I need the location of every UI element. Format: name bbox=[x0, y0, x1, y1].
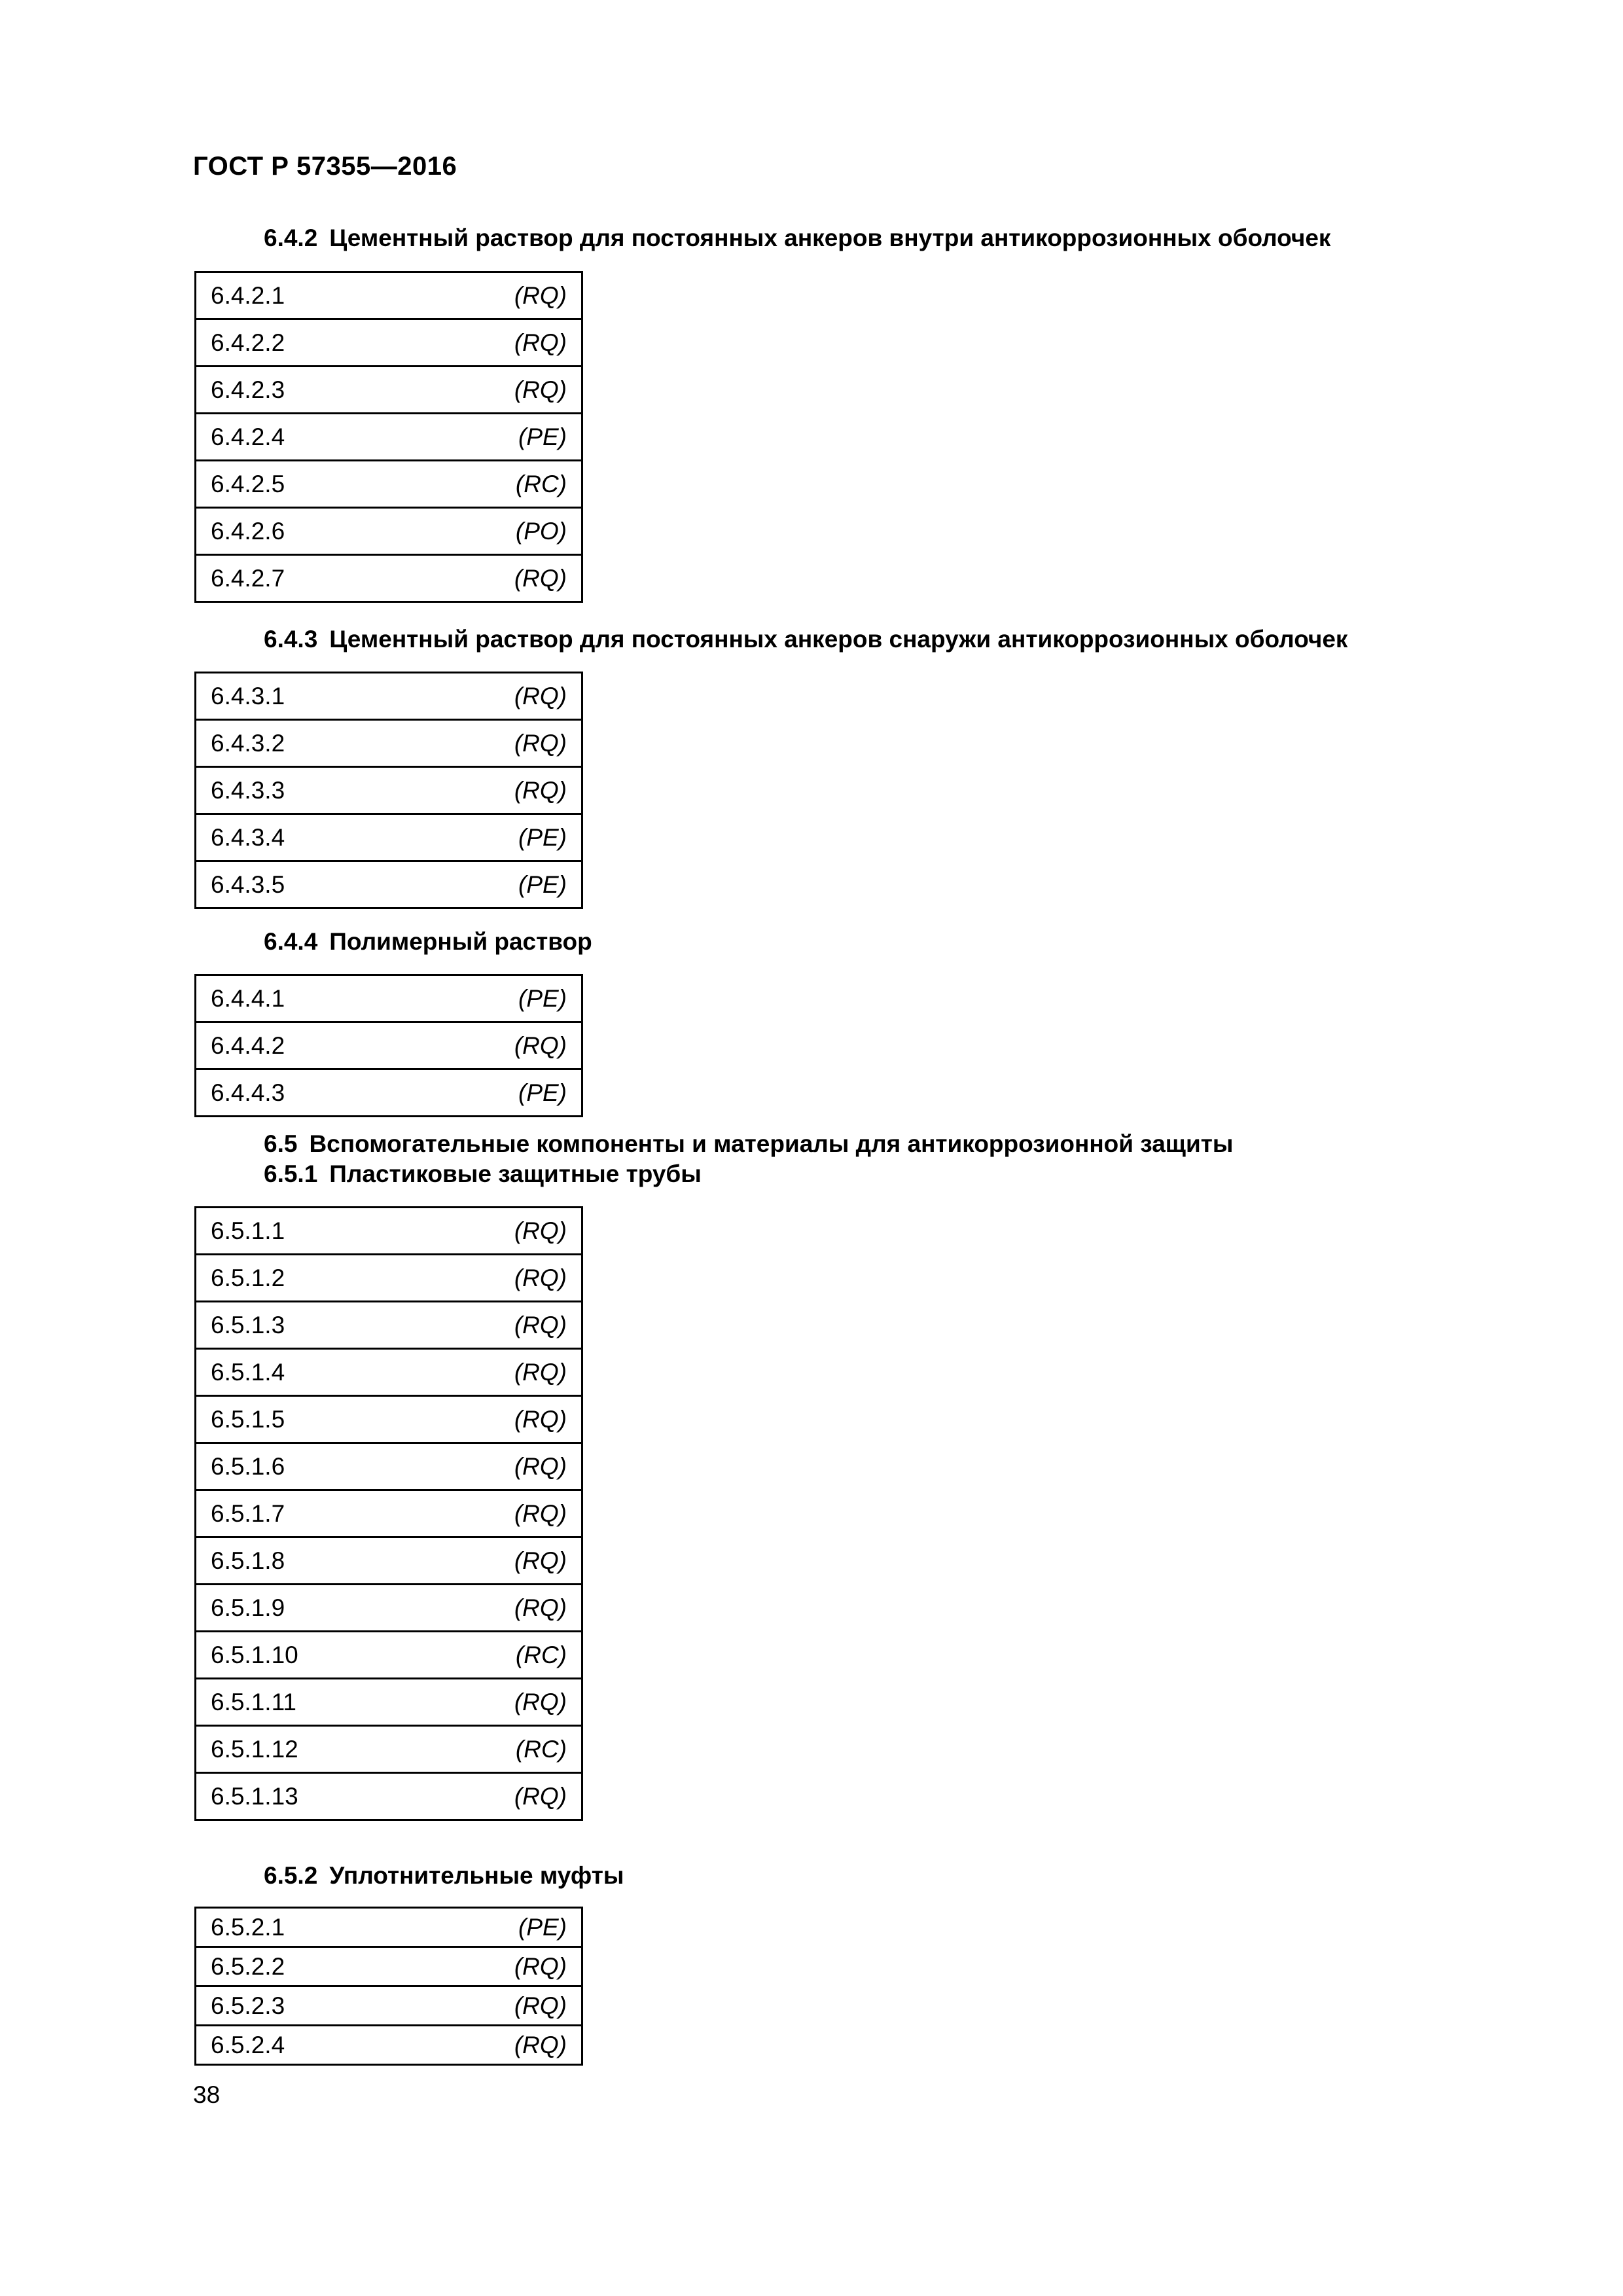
clause-number: 6.4.2.2 bbox=[196, 319, 389, 367]
table-row bbox=[196, 1947, 582, 1986]
clause-number: 6.5.2.1 bbox=[196, 1908, 389, 1947]
clause-number: 6.5.1.13 bbox=[196, 1773, 389, 1820]
table-row bbox=[196, 1255, 582, 1302]
clause-number: 6.4.2.4 bbox=[196, 414, 389, 461]
clause-status: (RQ) bbox=[389, 1022, 582, 1069]
section-number: 6.4.4 bbox=[264, 928, 318, 955]
clause-status: (PE) bbox=[389, 1069, 582, 1117]
table-row bbox=[196, 814, 582, 861]
section-title: Цементный раствор для постоянных анкеров внутри антикоррозионных оболочек bbox=[329, 224, 1331, 251]
table-row bbox=[196, 1986, 582, 2026]
table-row bbox=[196, 1443, 582, 1490]
clause-table bbox=[194, 271, 583, 603]
clause-status: (RQ) bbox=[389, 1443, 582, 1490]
clause-number: 6.4.2.5 bbox=[196, 461, 389, 508]
clause-status: (RQ) bbox=[389, 1302, 582, 1349]
section-heading bbox=[264, 928, 592, 956]
section-heading bbox=[264, 1160, 702, 1188]
table-row bbox=[196, 1632, 582, 1679]
table-row bbox=[196, 861, 582, 908]
clause-status: (RQ) bbox=[389, 767, 582, 814]
table-row bbox=[196, 319, 582, 367]
table-row bbox=[196, 1773, 582, 1820]
clause-status: (RQ) bbox=[389, 272, 582, 319]
clause-status: (PE) bbox=[389, 975, 582, 1022]
clause-number: 6.4.3.5 bbox=[196, 861, 389, 908]
table-row bbox=[196, 2026, 582, 2065]
table-row bbox=[196, 461, 582, 508]
section-title: Пластиковые защитные трубы bbox=[329, 1160, 702, 1187]
clause-number: 6.5.1.7 bbox=[196, 1490, 389, 1537]
clause-number: 6.5.1.1 bbox=[196, 1208, 389, 1255]
clause-number: 6.4.2.3 bbox=[196, 367, 389, 414]
section-heading bbox=[264, 1130, 1233, 1158]
clause-number: 6.4.4.2 bbox=[196, 1022, 389, 1069]
clause-number: 6.5.2.3 bbox=[196, 1986, 389, 2026]
clause-number: 6.5.1.10 bbox=[196, 1632, 389, 1679]
clause-number: 6.4.2.1 bbox=[196, 272, 389, 319]
section-number: 6.4.2 bbox=[264, 224, 318, 251]
clause-number: 6.4.3.2 bbox=[196, 720, 389, 767]
page-number: 38 bbox=[193, 2081, 221, 2108]
table-row bbox=[196, 1302, 582, 1349]
table-row bbox=[196, 508, 582, 555]
clause-status: (PE) bbox=[389, 861, 582, 908]
clause-number: 6.4.2.6 bbox=[196, 508, 389, 555]
clause-number: 6.4.2.7 bbox=[196, 555, 389, 602]
clause-status: (RQ) bbox=[389, 1208, 582, 1255]
clause-status: (RC) bbox=[389, 1632, 582, 1679]
table-row bbox=[196, 720, 582, 767]
clause-status: (PE) bbox=[389, 1908, 582, 1947]
table-row bbox=[196, 1396, 582, 1443]
clause-table bbox=[194, 672, 583, 909]
table-row bbox=[196, 1208, 582, 1255]
clause-status: (RC) bbox=[389, 461, 582, 508]
section-title: Цементный раствор для постоянных анкеров снаружи антикоррозионных оболочек bbox=[329, 626, 1348, 653]
clause-table bbox=[194, 1907, 583, 2066]
clause-status: (PE) bbox=[389, 414, 582, 461]
clause-number: 6.5.1.6 bbox=[196, 1443, 389, 1490]
table-row bbox=[196, 1349, 582, 1396]
clause-number: 6.5.2.2 bbox=[196, 1947, 389, 1986]
clause-status: (RQ) bbox=[389, 1349, 582, 1396]
clause-number: 6.5.1.2 bbox=[196, 1255, 389, 1302]
section-number: 6.5.2 bbox=[264, 1862, 318, 1889]
clause-status: (RQ) bbox=[389, 1947, 582, 1986]
clause-number: 6.4.3.4 bbox=[196, 814, 389, 861]
table-row bbox=[196, 1537, 582, 1585]
table-row bbox=[196, 1908, 582, 1947]
clause-status: (RQ) bbox=[389, 367, 582, 414]
section-number: 6.4.3 bbox=[264, 626, 318, 653]
table-row bbox=[196, 555, 582, 602]
table-row bbox=[196, 767, 582, 814]
table-row bbox=[196, 272, 582, 319]
table-row bbox=[196, 1585, 582, 1632]
clause-status: (RQ) bbox=[389, 319, 582, 367]
table-row bbox=[196, 1679, 582, 1726]
clause-status: (PE) bbox=[389, 814, 582, 861]
section-heading bbox=[264, 626, 1347, 653]
clause-table bbox=[194, 974, 583, 1117]
clause-status: (RC) bbox=[389, 1726, 582, 1773]
clause-status: (RQ) bbox=[389, 1396, 582, 1443]
table-row bbox=[196, 1069, 582, 1117]
section-title: Уплотнительные муфты bbox=[329, 1862, 624, 1889]
clause-status: (RQ) bbox=[389, 720, 582, 767]
clause-number: 6.4.4.1 bbox=[196, 975, 389, 1022]
section-heading bbox=[264, 224, 1330, 252]
table-row bbox=[196, 673, 582, 720]
section-title: Полимерный раствор bbox=[329, 928, 592, 955]
clause-status: (RQ) bbox=[389, 673, 582, 720]
section-number: 6.5.1 bbox=[264, 1160, 318, 1187]
clause-number: 6.5.1.9 bbox=[196, 1585, 389, 1632]
table-row bbox=[196, 414, 582, 461]
clause-number: 6.5.1.4 bbox=[196, 1349, 389, 1396]
document-header: ГОСТ Р 57355—2016 bbox=[193, 152, 457, 181]
clause-status: (RQ) bbox=[389, 2026, 582, 2065]
clause-number: 6.5.2.4 bbox=[196, 2026, 389, 2065]
clause-status: (RQ) bbox=[389, 1773, 582, 1820]
table-row bbox=[196, 367, 582, 414]
clause-status: (PO) bbox=[389, 508, 582, 555]
clause-number: 6.4.4.3 bbox=[196, 1069, 389, 1117]
clause-table bbox=[194, 1206, 583, 1821]
clause-number: 6.4.3.3 bbox=[196, 767, 389, 814]
section-heading bbox=[264, 1862, 624, 1890]
clause-status: (RQ) bbox=[389, 1490, 582, 1537]
clause-status: (RQ) bbox=[389, 1986, 582, 2026]
clause-status: (RQ) bbox=[389, 1585, 582, 1632]
clause-status: (RQ) bbox=[389, 1255, 582, 1302]
clause-number: 6.5.1.12 bbox=[196, 1726, 389, 1773]
table-row bbox=[196, 1022, 582, 1069]
clause-number: 6.5.1.3 bbox=[196, 1302, 389, 1349]
table-row bbox=[196, 1490, 582, 1537]
section-number: 6.5 bbox=[264, 1130, 298, 1157]
clause-number: 6.4.3.1 bbox=[196, 673, 389, 720]
clause-status: (RQ) bbox=[389, 1679, 582, 1726]
table-row bbox=[196, 975, 582, 1022]
clause-status: (RQ) bbox=[389, 555, 582, 602]
section-title: Вспомогательные компоненты и материалы для антикоррозионной защиты bbox=[309, 1130, 1234, 1157]
table-row bbox=[196, 1726, 582, 1773]
clause-number: 6.5.1.11 bbox=[196, 1679, 389, 1726]
clause-number: 6.5.1.8 bbox=[196, 1537, 389, 1585]
clause-number: 6.5.1.5 bbox=[196, 1396, 389, 1443]
clause-status: (RQ) bbox=[389, 1537, 582, 1585]
